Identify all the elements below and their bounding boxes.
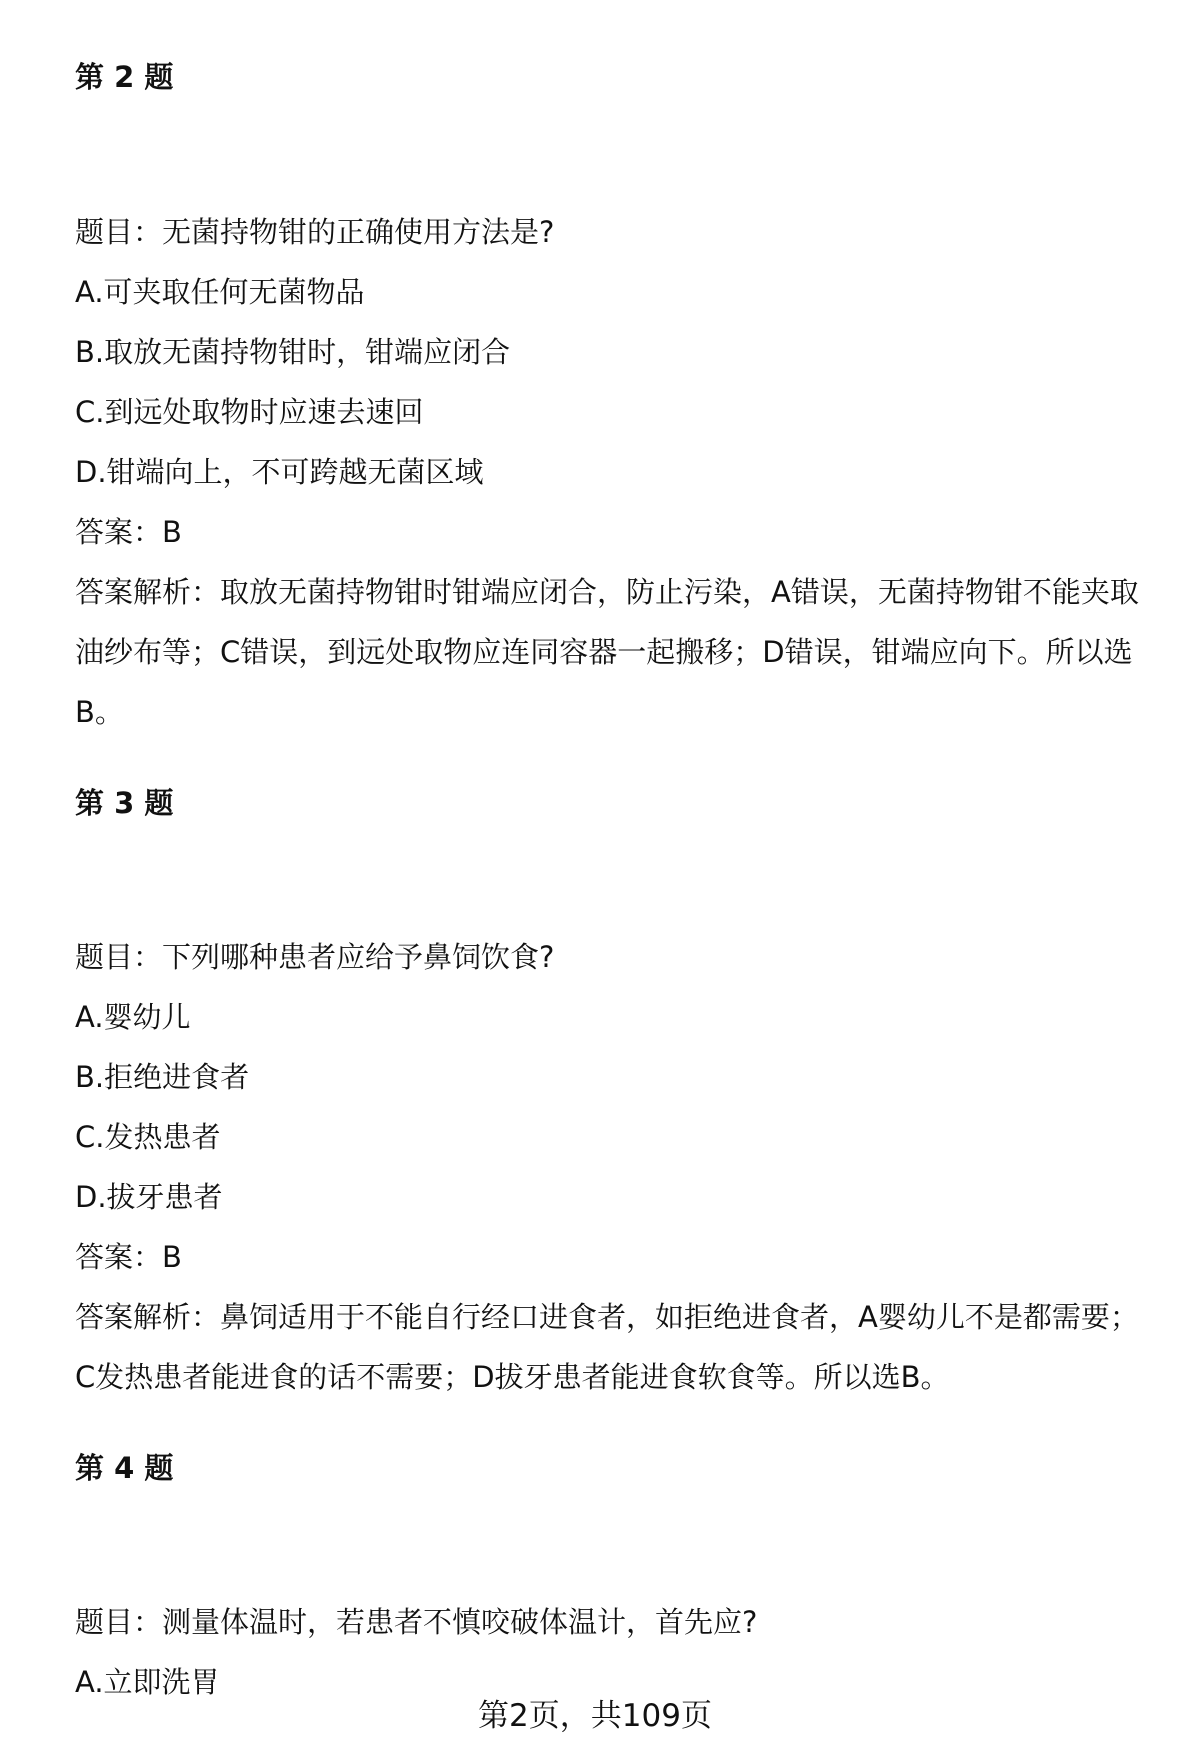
question-prompt: 题目：无菌持物钳的正确使用方法是?	[75, 215, 555, 249]
option-d: D.拔牙患者	[75, 1180, 223, 1214]
answer-explanation: 答案解析：取放无菌持物钳时钳端应闭合，防止污染，A错误，无菌持物钳不能夹取油纱布等；C错误，到远处取物应连同容器一起搬移；D错误，钳端应向下。所以选B。	[75, 575, 1139, 729]
option-a: A.婴幼儿	[75, 1000, 191, 1034]
option-b: B.拒绝进食者	[75, 1060, 250, 1094]
question-prompt: 题目：下列哪种患者应给予鼻饲饮食?	[75, 940, 555, 974]
page-number: 第2页，共109页	[478, 1698, 712, 1734]
question-heading: 第 2 题	[75, 60, 174, 94]
answer-explanation: 答案解析：鼻饲适用于不能自行经口进食者，如拒绝进食者，A婴幼儿不是都需要；C发热患者能进食的话不需要；D拔牙患者能进食软食等。所以选B。	[75, 1300, 1139, 1394]
answer: 答案：B	[75, 1240, 182, 1274]
question-heading: 第 4 题	[75, 1451, 174, 1485]
question-prompt: 题目：测量体温时，若患者不慎咬破体温计，首先应?	[75, 1605, 758, 1639]
option-a: A.立即洗胃	[75, 1665, 220, 1699]
option-b: B.取放无菌持物钳时，钳端应闭合	[75, 335, 511, 369]
answer: 答案：B	[75, 515, 182, 549]
question-heading: 第 3 题	[75, 786, 174, 820]
option-c: C.发热患者	[75, 1120, 221, 1154]
option-c: C.到远处取物时应速去速回	[75, 395, 424, 429]
option-a: A.可夹取任何无菌物品	[75, 275, 365, 309]
option-d: D.钳端向上，不可跨越无菌区域	[75, 455, 484, 489]
